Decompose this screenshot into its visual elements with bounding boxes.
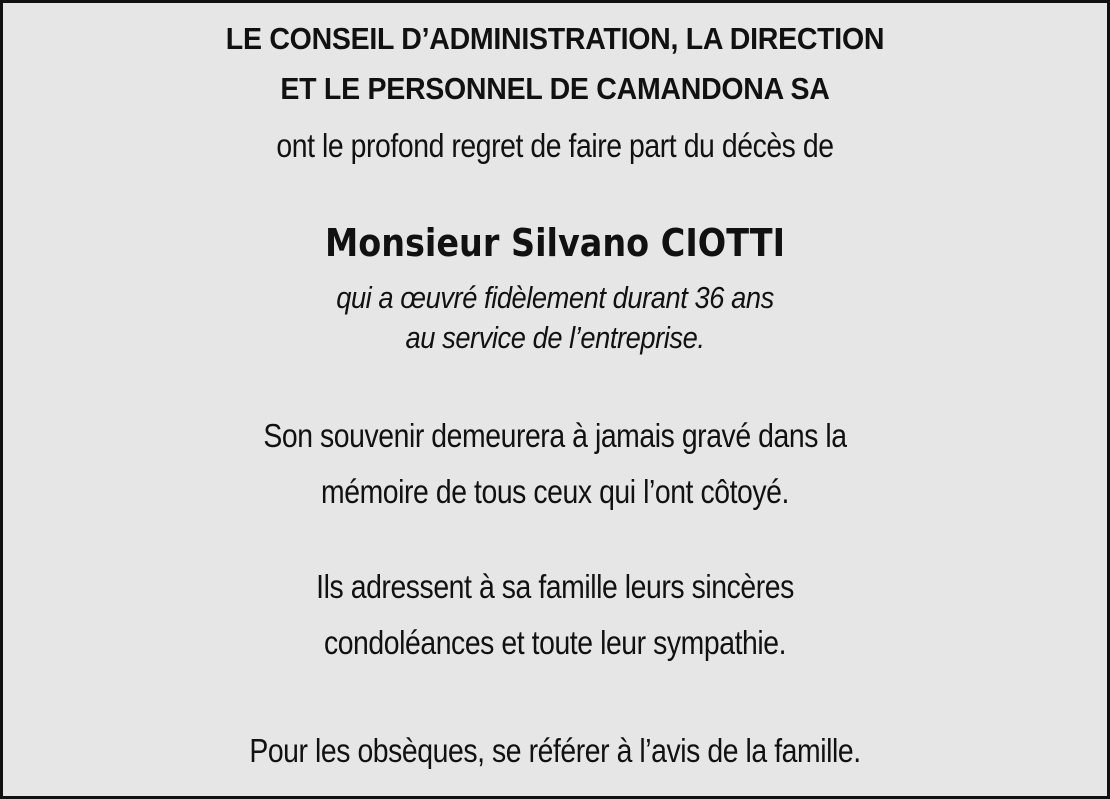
- memory-line-1: Son souvenir demeurera à jamais gravé dans la: [263, 417, 847, 454]
- tribute-line-1: qui a œuvré fidèlement durant 36 ans: [336, 280, 774, 315]
- intro-text: ont le profond regret de faire part du décès de: [276, 127, 834, 164]
- condolences-line-1: Ils adressent à sa famille leurs sincères: [316, 568, 794, 605]
- tribute-line-2: au service de l’entreprise.: [405, 320, 705, 355]
- funeral-notice: Pour les obsèques, se référer à l’avis de la famille.: [249, 732, 861, 769]
- notice-heading-line-1: LE CONSEIL D’ADMINISTRATION, LA DIRECTION: [225, 21, 885, 56]
- condolences-line-2: condoléances et toute leur sympathie.: [323, 624, 787, 661]
- notice-heading-line-2: ET LE PERSONNEL DE CAMANDONA SA: [280, 71, 830, 106]
- deceased-name: Monsieur Silvano CIOTTI: [324, 221, 786, 265]
- memory-line-2: mémoire de tous ceux qui l’ont côtoyé.: [321, 473, 789, 510]
